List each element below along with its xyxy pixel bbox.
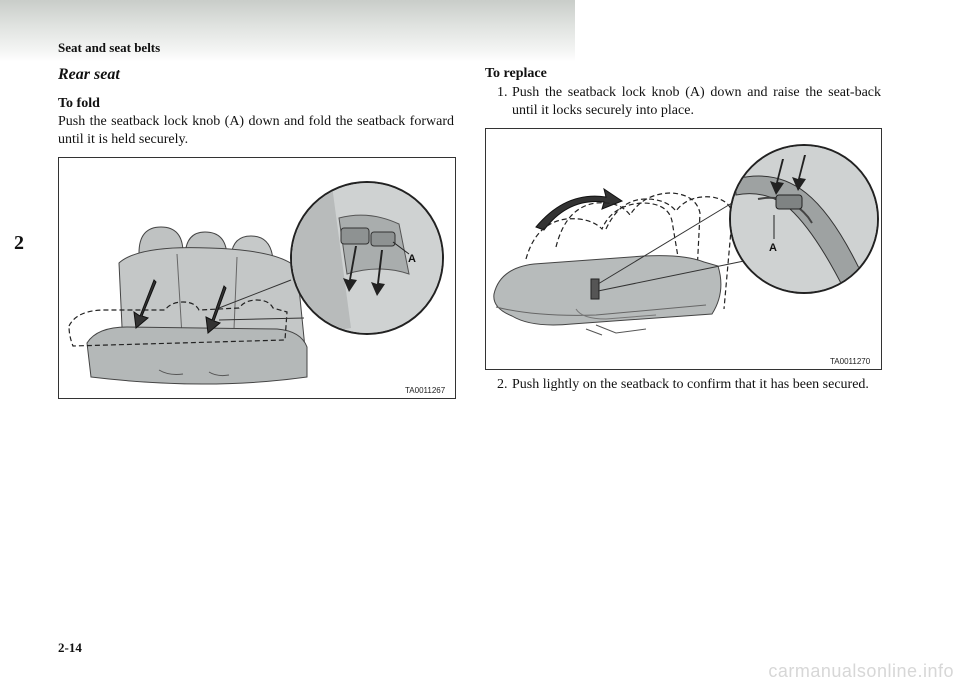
step-1-text: Push the seatback lock knob (A) down and raise the seat-back until it locks securely into place.: [512, 85, 881, 118]
fold-seat-figure: [58, 157, 456, 399]
to-replace-subheading: To replace: [485, 66, 547, 81]
chapter-tab: 2: [14, 232, 24, 254]
replace-step-1: [497, 84, 882, 124]
figure-code-right: TA0011270: [830, 357, 871, 366]
replace-seat-figure: [485, 128, 882, 370]
fold-paragraph: Push the seatback lock knob (A) down and fold the seatback forward until it is held securely.: [58, 114, 454, 147]
step-1-number: 1.: [497, 85, 508, 100]
fold-seat-illustration: [59, 158, 455, 398]
step-2-number: 2.: [497, 377, 508, 392]
watermark: carmanualsonline.info: [768, 661, 954, 681]
replace-step-2: [497, 376, 882, 416]
page-number: 2-14: [58, 640, 82, 655]
replace-seat-illustration: [486, 129, 881, 369]
callout-a-right: A: [769, 242, 777, 254]
step-2-text: Push lightly on the seatback to confirm that it has been secured.: [512, 377, 869, 392]
section-title: Seat and seat belts: [58, 40, 161, 55]
to-fold-subheading: To fold: [58, 96, 100, 111]
rear-seat-heading: Rear seat: [58, 66, 120, 83]
figure-code-left: TA0011267: [405, 386, 446, 395]
callout-a-left: A: [408, 253, 416, 265]
